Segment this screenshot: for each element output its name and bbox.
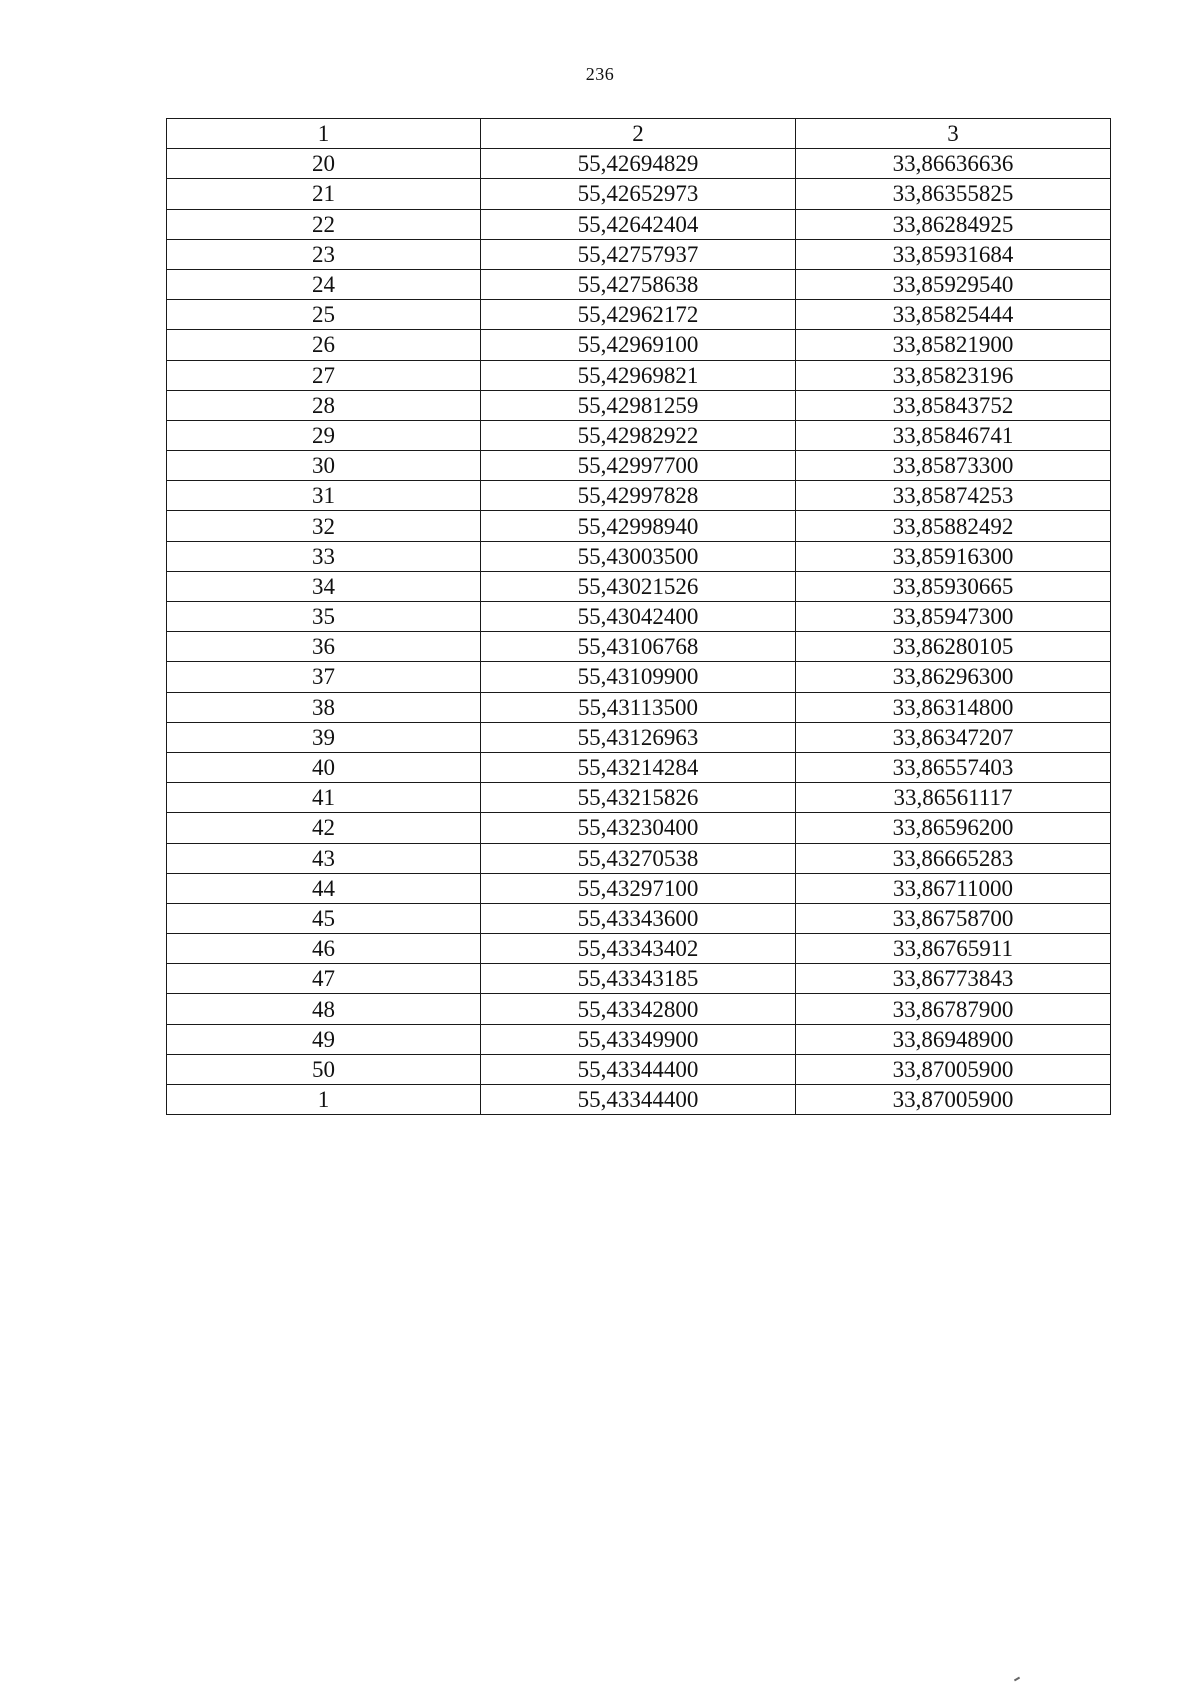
point-number-cell: 21	[167, 179, 481, 209]
longitude-cell: 33,86557403	[796, 752, 1111, 782]
point-number-cell: 35	[167, 602, 481, 632]
longitude-cell: 33,86948900	[796, 1024, 1111, 1054]
latitude-cell: 55,42998940	[481, 511, 796, 541]
table-row	[167, 390, 1111, 420]
point-number-cell: 43	[167, 843, 481, 873]
latitude-cell: 55,43230400	[481, 813, 796, 843]
table-row	[167, 420, 1111, 450]
table-row	[167, 662, 1111, 692]
scan-mark	[1014, 1677, 1020, 1682]
longitude-cell: 33,86711000	[796, 873, 1111, 903]
latitude-cell: 55,42997700	[481, 451, 796, 481]
longitude-cell: 33,86596200	[796, 813, 1111, 843]
point-number-cell: 48	[167, 994, 481, 1024]
latitude-cell: 55,43109900	[481, 662, 796, 692]
table-row	[167, 239, 1111, 269]
longitude-cell: 33,86636636	[796, 149, 1111, 179]
latitude-cell: 55,42969821	[481, 360, 796, 390]
table-row	[167, 934, 1111, 964]
longitude-cell: 33,86355825	[796, 179, 1111, 209]
latitude-cell: 55,43214284	[481, 752, 796, 782]
point-number-cell: 37	[167, 662, 481, 692]
longitude-cell: 33,86765911	[796, 934, 1111, 964]
longitude-cell: 33,85930665	[796, 571, 1111, 601]
table-row	[167, 511, 1111, 541]
table-row	[167, 1085, 1111, 1115]
point-number-cell: 30	[167, 451, 481, 481]
longitude-cell: 33,86758700	[796, 903, 1111, 933]
point-number-cell: 33	[167, 541, 481, 571]
table-row	[167, 300, 1111, 330]
table-row	[167, 179, 1111, 209]
longitude-cell: 33,85825444	[796, 300, 1111, 330]
table-header-row	[167, 119, 1111, 149]
table-row	[167, 1054, 1111, 1084]
longitude-cell: 33,86665283	[796, 843, 1111, 873]
table-row	[167, 813, 1111, 843]
table-row	[167, 752, 1111, 782]
table-row	[167, 903, 1111, 933]
latitude-cell: 55,42969100	[481, 330, 796, 360]
latitude-cell: 55,43113500	[481, 692, 796, 722]
point-number-cell: 50	[167, 1054, 481, 1084]
table-row	[167, 541, 1111, 571]
longitude-cell: 33,86773843	[796, 964, 1111, 994]
longitude-cell: 33,87005900	[796, 1085, 1111, 1115]
table-row	[167, 451, 1111, 481]
point-number-cell: 20	[167, 149, 481, 179]
longitude-cell: 33,86561117	[796, 783, 1111, 813]
latitude-cell: 55,42758638	[481, 269, 796, 299]
column-header-2: 2	[481, 119, 796, 149]
table-row	[167, 209, 1111, 239]
table-row	[167, 481, 1111, 511]
latitude-cell: 55,43106768	[481, 632, 796, 662]
point-number-cell: 1	[167, 1085, 481, 1115]
longitude-cell: 33,85882492	[796, 511, 1111, 541]
table-row	[167, 964, 1111, 994]
latitude-cell: 55,43342800	[481, 994, 796, 1024]
latitude-cell: 55,42981259	[481, 390, 796, 420]
latitude-cell: 55,43344400	[481, 1054, 796, 1084]
point-number-cell: 42	[167, 813, 481, 843]
latitude-cell: 55,43021526	[481, 571, 796, 601]
table-row	[167, 360, 1111, 390]
latitude-cell: 55,43343185	[481, 964, 796, 994]
latitude-cell: 55,43003500	[481, 541, 796, 571]
longitude-cell: 33,85823196	[796, 360, 1111, 390]
table-row	[167, 843, 1111, 873]
longitude-cell: 33,86787900	[796, 994, 1111, 1024]
longitude-cell: 33,85843752	[796, 390, 1111, 420]
latitude-cell: 55,43270538	[481, 843, 796, 873]
table-row	[167, 602, 1111, 632]
point-number-cell: 39	[167, 722, 481, 752]
table-row	[167, 632, 1111, 662]
latitude-cell: 55,42982922	[481, 420, 796, 450]
table-row	[167, 994, 1111, 1024]
latitude-cell: 55,43126963	[481, 722, 796, 752]
longitude-cell: 33,85929540	[796, 269, 1111, 299]
point-number-cell: 29	[167, 420, 481, 450]
point-number-cell: 44	[167, 873, 481, 903]
latitude-cell: 55,43343402	[481, 934, 796, 964]
table-row	[167, 149, 1111, 179]
point-number-cell: 24	[167, 269, 481, 299]
latitude-cell: 55,42652973	[481, 179, 796, 209]
table-row	[167, 571, 1111, 601]
point-number-cell: 46	[167, 934, 481, 964]
latitude-cell: 55,42757937	[481, 239, 796, 269]
point-number-cell: 34	[167, 571, 481, 601]
longitude-cell: 33,85846741	[796, 420, 1111, 450]
point-number-cell: 26	[167, 330, 481, 360]
latitude-cell: 55,42997828	[481, 481, 796, 511]
coordinates-table	[166, 118, 1111, 1115]
point-number-cell: 27	[167, 360, 481, 390]
longitude-cell: 33,87005900	[796, 1054, 1111, 1084]
latitude-cell: 55,42642404	[481, 209, 796, 239]
table-row	[167, 692, 1111, 722]
longitude-cell: 33,86347207	[796, 722, 1111, 752]
latitude-cell: 55,42694829	[481, 149, 796, 179]
longitude-cell: 33,85947300	[796, 602, 1111, 632]
column-header-3: 3	[796, 119, 1111, 149]
latitude-cell: 55,43344400	[481, 1085, 796, 1115]
point-number-cell: 25	[167, 300, 481, 330]
longitude-cell: 33,85874253	[796, 481, 1111, 511]
point-number-cell: 36	[167, 632, 481, 662]
table-row	[167, 1024, 1111, 1054]
latitude-cell: 55,43297100	[481, 873, 796, 903]
longitude-cell: 33,86280105	[796, 632, 1111, 662]
longitude-cell: 33,85931684	[796, 239, 1111, 269]
longitude-cell: 33,85916300	[796, 541, 1111, 571]
table-body	[167, 149, 1111, 1115]
table-row	[167, 783, 1111, 813]
point-number-cell: 38	[167, 692, 481, 722]
table-row	[167, 330, 1111, 360]
latitude-cell: 55,43215826	[481, 783, 796, 813]
point-number-cell: 22	[167, 209, 481, 239]
column-header-1: 1	[167, 119, 481, 149]
longitude-cell: 33,85821900	[796, 330, 1111, 360]
page-number: 236	[585, 64, 615, 84]
latitude-cell: 55,43042400	[481, 602, 796, 632]
point-number-cell: 32	[167, 511, 481, 541]
table-row	[167, 722, 1111, 752]
longitude-cell: 33,86284925	[796, 209, 1111, 239]
point-number-cell: 31	[167, 481, 481, 511]
point-number-cell: 23	[167, 239, 481, 269]
longitude-cell: 33,85873300	[796, 451, 1111, 481]
point-number-cell: 41	[167, 783, 481, 813]
latitude-cell: 55,42962172	[481, 300, 796, 330]
point-number-cell: 40	[167, 752, 481, 782]
table-row	[167, 873, 1111, 903]
point-number-cell: 49	[167, 1024, 481, 1054]
longitude-cell: 33,86314800	[796, 692, 1111, 722]
latitude-cell: 55,43343600	[481, 903, 796, 933]
point-number-cell: 45	[167, 903, 481, 933]
table-row	[167, 269, 1111, 299]
point-number-cell: 28	[167, 390, 481, 420]
point-number-cell: 47	[167, 964, 481, 994]
latitude-cell: 55,43349900	[481, 1024, 796, 1054]
longitude-cell: 33,86296300	[796, 662, 1111, 692]
